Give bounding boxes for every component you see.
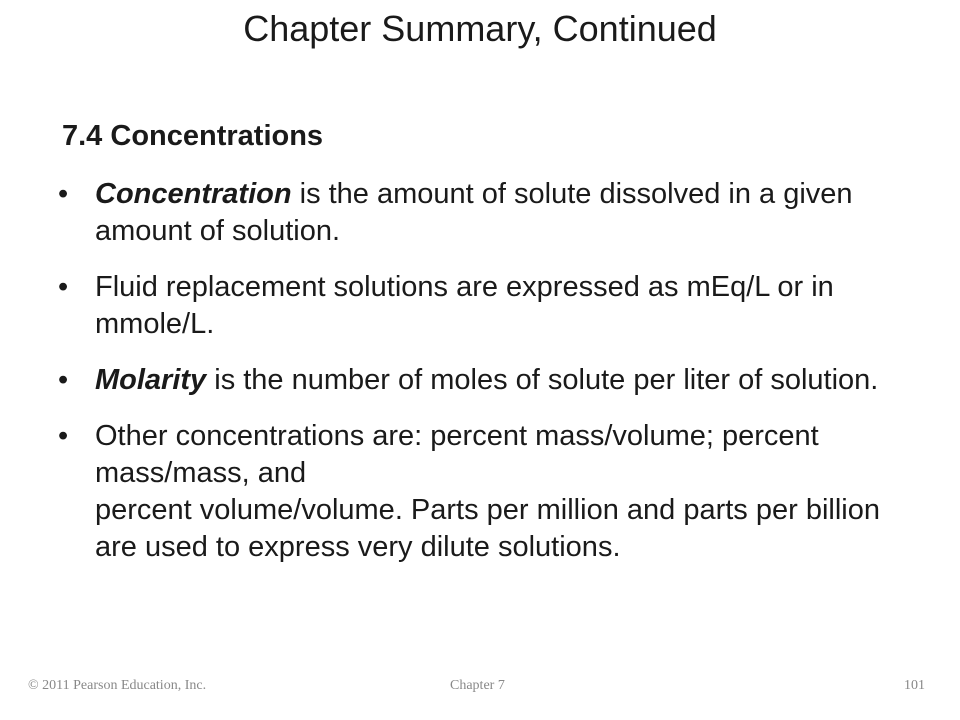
bullet-text: Fluid replacement solutions are expressed as mEq/L or in mmole/L.: [95, 271, 834, 340]
bullet-marker: •: [58, 178, 69, 210]
bullet-body: is the number of moles of solute per liter of solution.: [206, 364, 879, 396]
bullet-text: [95, 362, 918, 399]
term-molarity: Molarity: [95, 364, 207, 396]
footer-copyright: © 2011 Pearson Education, Inc.: [28, 678, 207, 693]
bullet-marker: •: [58, 271, 69, 303]
bullet-item-concentration: [58, 176, 918, 250]
section-heading: 7.4 Concentrations: [62, 120, 324, 152]
bullet-marker: •: [58, 364, 69, 396]
bullet-item-other-concentrations: [58, 418, 918, 566]
slide-title: Chapter Summary, Continued: [243, 8, 717, 49]
footer-chapter: Chapter 7: [450, 678, 505, 693]
bullet-body: is the amount of solute dissolved in a given amount of solution.: [95, 178, 853, 247]
bullet-text: [95, 176, 918, 250]
bullet-list: [58, 176, 918, 566]
bullet-text: [95, 418, 918, 566]
bullet-line: Other concentrations are: percent mass/volume; percent mass/mass, and: [95, 420, 819, 489]
term-concentration: Concentration: [95, 178, 292, 210]
bullet-marker: •: [58, 420, 69, 452]
bullet-item-molarity: [58, 362, 918, 399]
bullet-item-fluid-replacement: [58, 269, 918, 343]
bullet-line: percent volume/volume. Parts per million and parts per billion are used to express very dilute solutions.: [95, 494, 880, 563]
footer-page-number: 101: [904, 678, 925, 693]
